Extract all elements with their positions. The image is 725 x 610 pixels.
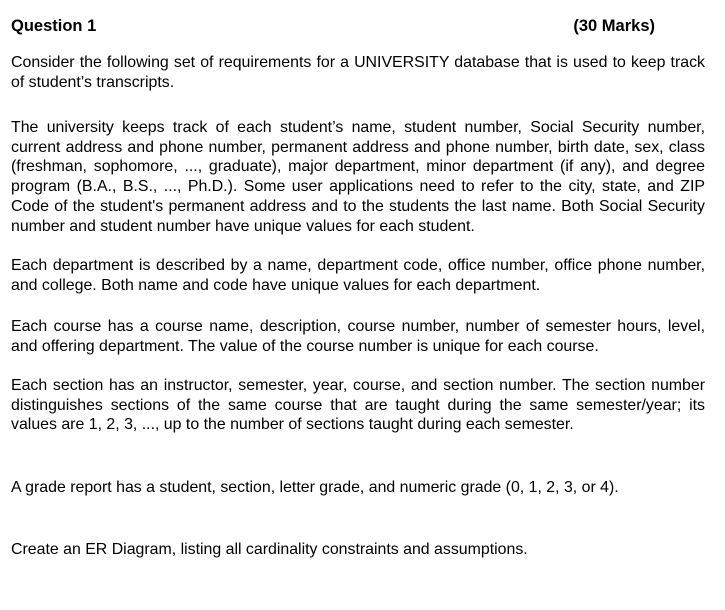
intro-paragraph: Consider the following set of requirements for a UNIVERSITY database that is used to keep track of student’s transcripts. — [11, 54, 705, 91]
course-requirements-paragraph: Each course has a course name, description, course number, number of semester hours, level, and offering department. The value of the course number is unique for each course. — [11, 318, 705, 355]
question-heading — [11, 17, 705, 39]
department-requirements-paragraph: Each department is described by a name, department code, office number, office phone number, and college. Both name and code have unique values for each department. — [11, 257, 705, 294]
question-title: Question 1 — [11, 17, 97, 35]
student-requirements-paragraph: The university keeps track of each student’s name, student number, Social Security number, current address and phone number, permanent address and phone number, birth date, sex, class (freshman, sophomore, ..., graduate), major department, minor department (if any), and degree program (B.A., B.S., ..., Ph.D.). Some user applications need to refer to the city, state, and ZIP Code of the student's permanent address and to the students the last name. Both Social Security number and student number have unique values for each student. — [11, 119, 705, 235]
question-marks: (30 Marks) — [573, 17, 655, 35]
task-instruction-paragraph: Create an ER Diagram, listing all cardinality constraints and assumptions. — [11, 541, 528, 558]
grade-report-paragraph: A grade report has a student, section, letter grade, and numeric grade (0, 1, 2, 3, or 4). — [11, 479, 619, 496]
section-requirements-paragraph: Each section has an instructor, semester, year, course, and section number. The section number distinguishes sections of the same course that are taught during the same semester/year; its values are 1, 2, 3, ..., up to the number of sections taught during each semester. — [11, 377, 705, 434]
